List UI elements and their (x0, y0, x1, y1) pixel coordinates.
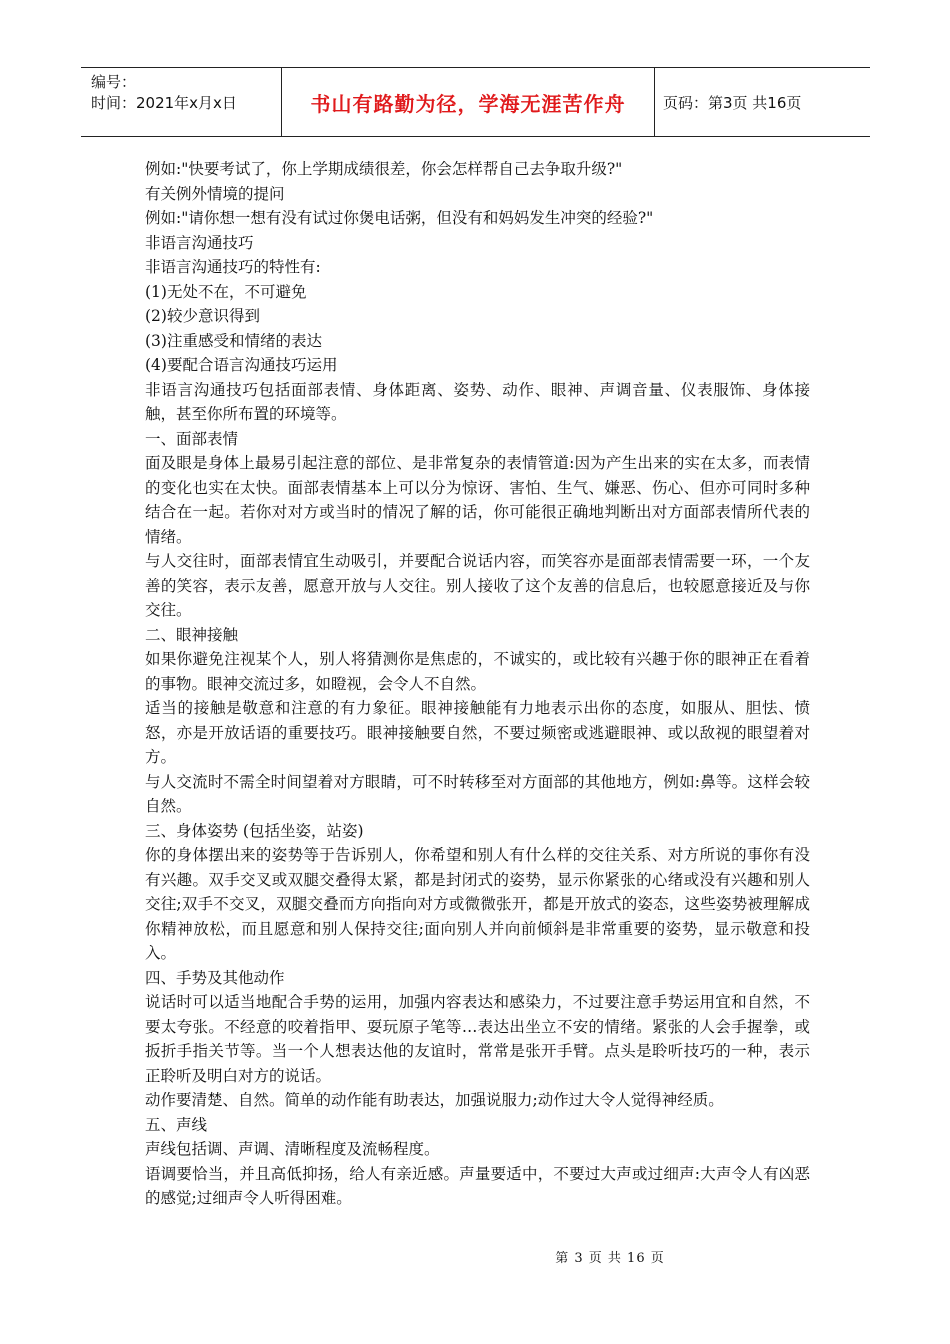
section-heading: 非语言沟通技巧 (145, 233, 254, 252)
paragraph: 面及眼是身体上最易引起注意的部位、是非常复杂的表情管道:因为产生出来的实在太多，而表情的变化也实在太快。面部表情基本上可以分为惊讶、害怕、生气、嫌恶、伤心、但亦可同时多种结合在一起。若你对对方或当时的情况了解的话，你可能很正确地判断出对方面部表情所代表的情绪。 (145, 454, 810, 546)
paragraph: 与人交往时，面部表情宜生动吸引，并要配合说话内容，而笑容亦是面部表情需要一环，一个友善的笑容，表示友善，愿意开放与人交往。别人接收了这个友善的信息后，也较愿意接近及与你交往。 (145, 552, 810, 619)
header-page-cell (655, 68, 870, 136)
paragraph: 适当的接触是敬意和注意的有力象征。眼神接触能有力地表示出你的态度，如服从、胆怯、愤怒，亦是开放话语的重要技巧。眼神接触要自然，不要过频密或逃避眼神、或以敌视的眼望着对方。 (145, 699, 810, 766)
paragraph: 与人交流时不需全时间望着对方眼睛，可不时转移至对方面部的其他地方，例如:鼻等。这样会较自然。 (145, 772, 810, 815)
section-heading: 三、身体姿势 (包括坐姿，站姿) (145, 821, 364, 840)
document-body (145, 157, 810, 1211)
header-page-number: 页码：第3页 共16页 (663, 93, 802, 112)
document-number-label: 编号： (91, 73, 137, 91)
section-heading: 四、手势及其他动作 (145, 968, 285, 987)
paragraph: 如果你避免注视某个人，别人将猜测你是焦虑的，不诚实的，或比较有兴趣于你的眼神正在看着的事物。眼神交流过多，如瞪视，会令人不自然。 (145, 650, 810, 693)
paragraph: 你的身体摆出来的姿势等于告诉别人，你希望和别人有什么样的交往关系、对方所说的事你有没有兴趣。双手交叉或双腿交叠得太紧，都是封闭式的姿势，显示你紧张的心绪或没有兴趣和别人交往;双手不交叉，双腿交叠而方向指向对方或微微张开，都是开放式的姿态，这些姿势被理解成你精神放松，而且愿意和别人保持交往;面向别人并向前倾斜是非常重要的姿势，显示敬意和投入。 (145, 846, 810, 962)
document-date-label: 时间：2021年x月x日 (91, 94, 237, 112)
page-footer (0, 1247, 950, 1266)
paragraph: 有关例外情境的提问 (145, 184, 285, 203)
paragraph: 非语言沟通技巧的特性有: (145, 258, 321, 276)
section-heading: 五、声线 (145, 1115, 208, 1134)
header-motto: 书山有路勤为径，学海无涯苦作舟 (310, 91, 626, 116)
section-heading: 二、眼神接触 (145, 625, 239, 644)
footer-page-number: 第 3 页 共 16 页 (555, 1251, 665, 1266)
page-header (81, 67, 870, 137)
paragraph: 语调要恰当，并且高低抑扬，给人有亲近感。声量要适中，不要过大声或过细声:大声令人有凶恶的感觉;过细声令人听得困难。 (145, 1164, 810, 1207)
section-heading: 一、面部表情 (145, 429, 239, 448)
paragraph: 声线包括调、声调、清晰程度及流畅程度。 (145, 1140, 440, 1158)
list-item: (2)较少意识得到 (145, 307, 260, 325)
paragraph: 例如:"快要考试了，你上学期成绩很差，你会怎样帮自己去争取升级?" (145, 160, 623, 178)
paragraph: 动作要清楚、自然。简单的动作能有助表达，加强说服力;动作过大令人觉得神经质。 (145, 1091, 724, 1109)
paragraph: 说话时可以适当地配合手势的运用，加强内容表达和感染力，不过要注意手势运用宜和自然，不要太夸张。不经意的咬着指甲、耍玩原子笔等…表达出坐立不安的情绪。紧张的人会手握拳，或扳折手指关节等。当一个人想表达他的友谊时，常常是张开手臂。点头是聆听技巧的一种，表示正聆听及明白对方的说话。 (145, 993, 810, 1085)
paragraph: 非语言沟通技巧包括面部表情、身体距离、姿势、动作、眼神、声调音量、仪表服饰、身体接触，甚至你所布置的环境等。 (145, 380, 810, 423)
list-item: (4)要配合语言沟通技巧运用 (145, 356, 338, 374)
list-item: (3)注重感受和情绪的表达 (145, 331, 322, 350)
header-meta (81, 68, 282, 136)
paragraph: 例如:"请你想一想有没有试过你煲电话粥，但没有和妈妈发生冲突的经验?" (145, 209, 654, 227)
list-item: (1)无处不在，不可避免 (145, 282, 307, 301)
header-motto-cell (282, 68, 655, 136)
